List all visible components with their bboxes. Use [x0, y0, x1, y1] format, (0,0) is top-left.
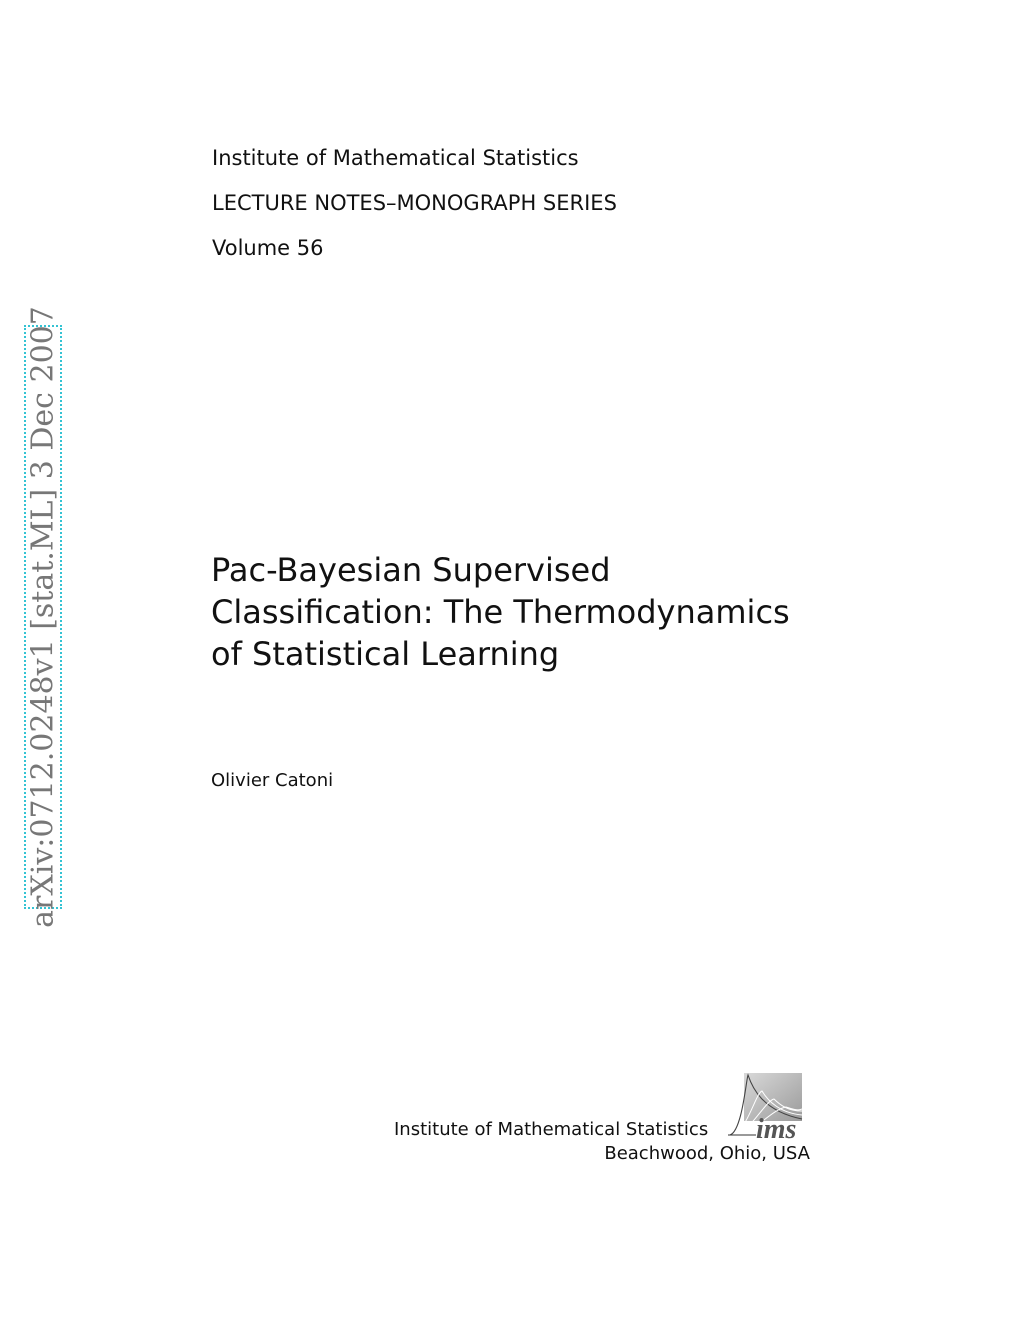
- publisher-name: Institute of Mathematical Statistics: [394, 1119, 709, 1140]
- publisher-location: Beachwood, Ohio, USA: [604, 1143, 810, 1164]
- author-name: Olivier Catoni: [211, 770, 334, 791]
- series-volume: Volume 56: [212, 236, 324, 260]
- title-line-2: Classification: The Thermodynamics: [211, 593, 790, 631]
- ims-logo-icon: [728, 1071, 814, 1141]
- arxiv-identifier: arXiv:0712.0248v1 [stat.ML] 3 Dec 2007: [25, 306, 61, 928]
- series-name: LECTURE NOTES–MONOGRAPH SERIES: [212, 191, 617, 215]
- series-institute: Institute of Mathematical Statistics: [212, 146, 579, 170]
- title-line-3: of Statistical Learning: [211, 635, 560, 673]
- title-line-1: Pac-Bayesian Supervised: [211, 551, 611, 589]
- series-header: [212, 146, 617, 281]
- ims-logo-text: ims: [756, 1114, 797, 1141]
- book-title: [211, 549, 790, 675]
